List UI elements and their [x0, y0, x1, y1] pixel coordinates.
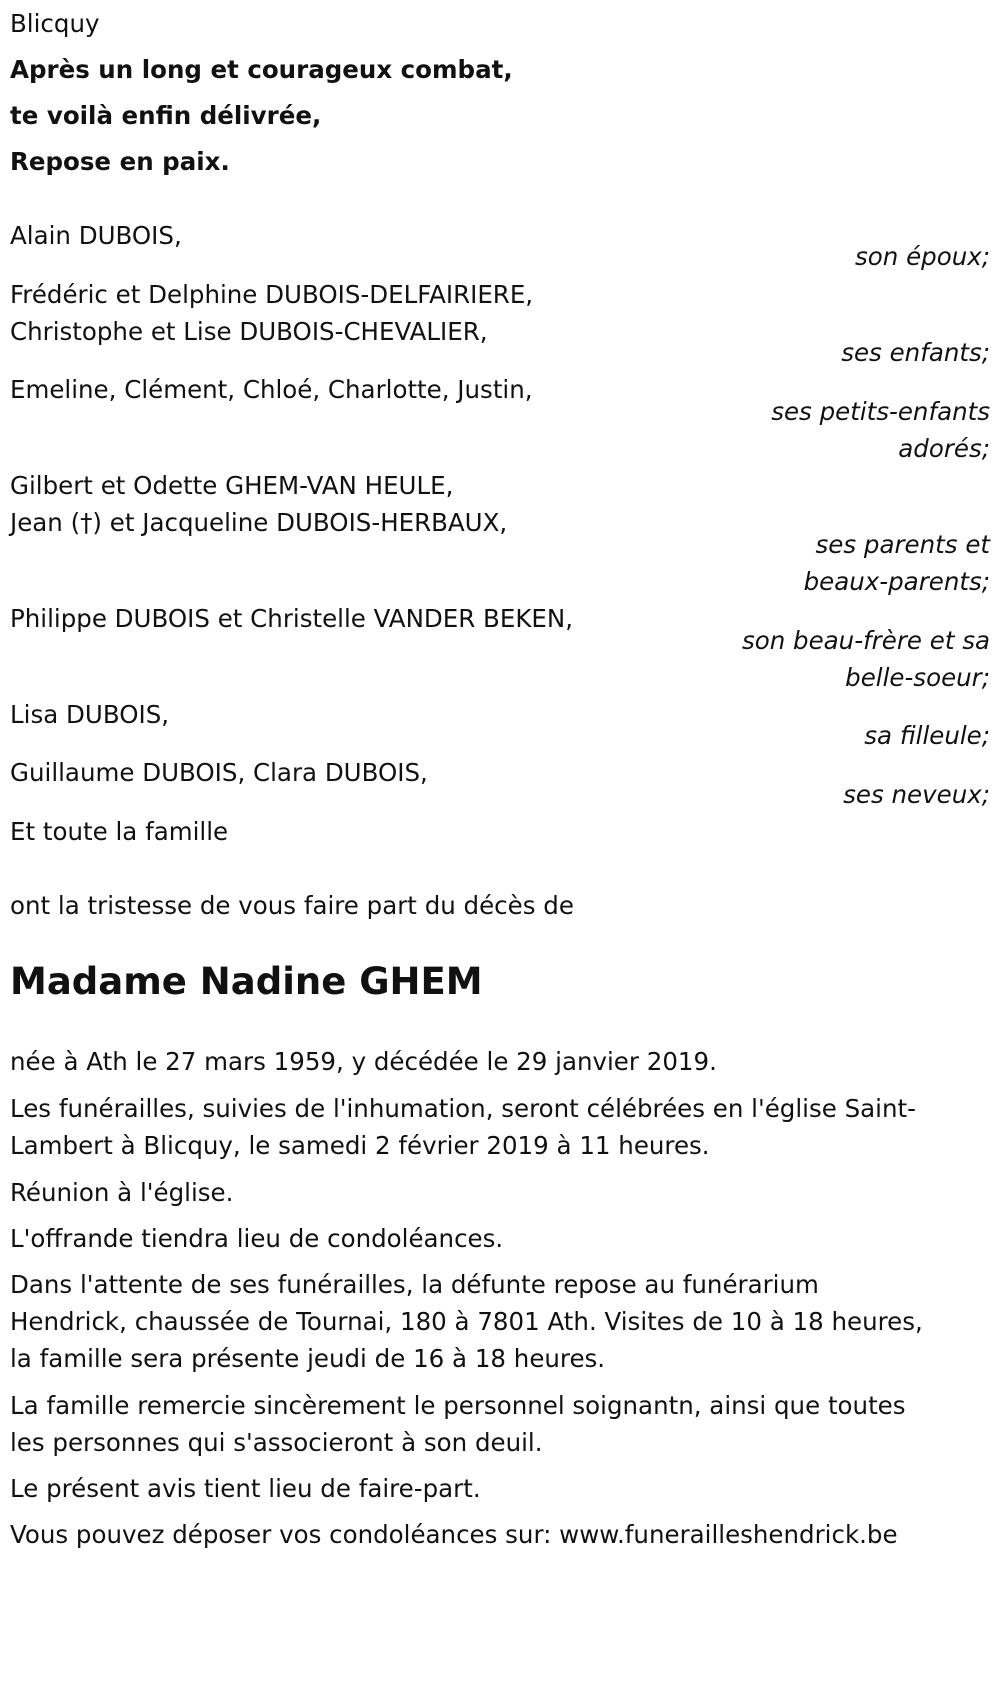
birth-death-dates: née à Ath le 27 mars 1959, y décédée le 29 janvier 2019.: [10, 1047, 717, 1076]
thanks-line-1: La famille remercie sincèrement le personnel soignantn, ainsi que toutes: [10, 1391, 906, 1420]
nephews-relation: ses neveux;: [843, 780, 990, 809]
grandchildren-names: Emeline, Clément, Chloé, Charlotte, Justin,: [10, 375, 533, 404]
offering-info: L'offrande tiendra lieu de condoléances.: [10, 1224, 504, 1253]
parents-relation-2: beaux-parents;: [803, 567, 990, 596]
rest-line-1: Dans l'attente de ses funérailles, la défunte repose au funérarium: [10, 1270, 819, 1299]
condolences-link[interactable]: www.funerailleshendrick.be: [559, 1520, 898, 1549]
poem-line-3: Repose en paix.: [10, 147, 230, 176]
spouse-name: Alain DUBOIS,: [10, 221, 182, 250]
grandchildren-relation-2: adorés;: [898, 434, 990, 463]
all-family: Et toute la famille: [10, 817, 229, 846]
parents-line-1: Gilbert et Odette GHEM-VAN HEULE,: [10, 471, 454, 500]
notice-text: Le présent avis tient lieu de faire-part.: [10, 1474, 481, 1503]
goddaughter-name: Lisa DUBOIS,: [10, 700, 170, 729]
children-line-1: Frédéric et Delphine DUBOIS-DELFAIRIERE,: [10, 280, 534, 309]
parents-relation-1: ses parents et: [815, 530, 990, 559]
spouse-relation: son époux;: [855, 242, 990, 271]
nephews-names: Guillaume DUBOIS, Clara DUBOIS,: [10, 758, 428, 787]
announcement-text: ont la tristesse de vous faire part du décès de: [10, 891, 574, 920]
poem-line-2: te voilà enfin délivrée,: [10, 101, 322, 130]
condolences-line: [10, 1520, 898, 1549]
goddaughter-relation: sa filleule;: [864, 721, 990, 750]
rest-line-3: la famille sera présente jeudi de 16 à 18 heures.: [10, 1344, 606, 1373]
funeral-line-2: Lambert à Blicquy, le samedi 2 février 2019 à 11 heures.: [10, 1131, 710, 1160]
meeting-info: Réunion à l'église.: [10, 1178, 234, 1207]
place-name: Blicquy: [10, 9, 100, 38]
inlaws-relation-1: son beau-frère et sa: [741, 626, 990, 655]
deceased-name: Madame Nadine GHEM: [10, 960, 483, 1003]
poem-line-1: Après un long et courageux combat,: [10, 55, 513, 84]
inlaws-relation-2: belle-soeur;: [845, 663, 990, 692]
parents-line-2: Jean (†) et Jacqueline DUBOIS-HERBAUX,: [10, 508, 508, 537]
grandchildren-relation-1: ses petits-enfants: [771, 397, 990, 426]
funeral-line-1: Les funérailles, suivies de l'inhumation, seront célébrées en l'église Saint-: [10, 1094, 916, 1123]
condolences-prefix: Vous pouvez déposer vos condoléances sur:: [10, 1520, 560, 1549]
children-line-2: Christophe et Lise DUBOIS-CHEVALIER,: [10, 317, 488, 346]
inlaws-names: Philippe DUBOIS et Christelle VANDER BEKEN,: [10, 604, 573, 633]
rest-line-2: Hendrick, chaussée de Tournai, 180 à 7801 Ath. Visites de 10 à 18 heures,: [10, 1307, 923, 1336]
thanks-line-2: les personnes qui s'associeront à son deuil.: [10, 1428, 543, 1457]
children-relation: ses enfants;: [841, 338, 990, 367]
